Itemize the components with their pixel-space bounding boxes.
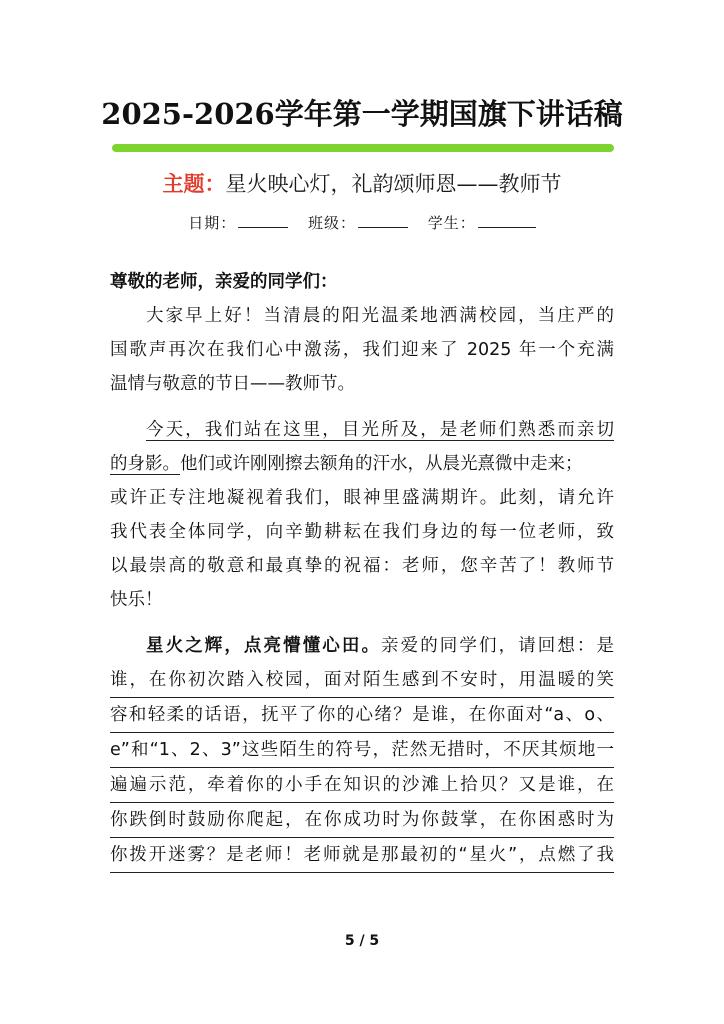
document-title: 2025-2026学年第一学期国旗下讲话稿 <box>101 97 623 131</box>
p1-line: 温情与敬意的节日——教师节。 <box>110 374 355 394</box>
date-blank[interactable] <box>238 215 288 228</box>
p2-line <box>110 447 614 481</box>
student-blank[interactable] <box>478 215 536 228</box>
p3-bold-heading: 星火之辉，点亮懵懂心田。 <box>146 636 382 656</box>
date-label: 日期： <box>188 214 237 232</box>
subject-text: 星火映心灯，礼韵颂师恩——教师节 <box>225 172 562 196</box>
p1-line: 大家早上好！当清晨的阳光温柔地洒满校园，当庄严的 <box>146 306 614 326</box>
p3-underlined-line: 容和轻柔的话语，抚平了你的心绪？是谁，在你面对“a、o、 <box>110 698 614 733</box>
meta-line <box>0 212 724 233</box>
title-underline-bar <box>112 144 614 152</box>
p3-underlined-line: 你跌倒时鼓励你爬起，在你成功时为你鼓掌，在你困惑时为 <box>110 803 614 838</box>
p2-line: 或许正专注地凝视着我们，眼神里盛满期许。此刻，请允许 <box>110 488 614 508</box>
p2-line2-rest: 他们或许刚刚擦去额角的汗水，从晨光熹微中走来； <box>180 454 583 474</box>
subject-line <box>0 168 724 198</box>
p3-underlined-line: 遍遍示范，牵着你的小手在知识的沙滩上拾贝？又是谁，在 <box>110 768 614 803</box>
p2-line: 以最崇高的敬意和最真挚的祝福：老师，您辛苦了！教师节 <box>110 556 614 576</box>
class-label: 班级： <box>307 214 356 232</box>
p3-underlined-line: 谁，在你初次踏入校园，面对陌生感到不安时，用温暖的笑 <box>110 663 614 698</box>
p2-line: 我代表全体同学，向辛勤耕耘在我们身边的每一位老师，致 <box>110 522 614 542</box>
page-number: 5 / 5 <box>344 933 380 949</box>
p3-underlined-line: e”和“1、2、3”这些陌生的符号，茫然无措时，不厌其烦地一 <box>110 733 614 768</box>
greeting: 尊敬的老师，亲爱的同学们： <box>110 272 338 292</box>
p1-line: 国歌声再次在我们心中激荡，我们迎来了 2025 年一个充满 <box>110 340 614 360</box>
p2-line: 快乐！ <box>110 590 163 610</box>
p3-underlined-line: 你拨开迷雾？是老师！老师就是那最初的“星火”，点燃了我 <box>110 838 614 873</box>
p2-line <box>110 413 614 447</box>
student-label: 学生： <box>427 214 476 232</box>
p2-underlined-start: 今天，我们站在这里，目光所及，是老师们熟悉而亲切 <box>146 420 614 440</box>
p3-line1-rest: 亲爱的同学们，请回想：是 <box>381 636 615 656</box>
p3-line <box>110 629 614 663</box>
class-blank[interactable] <box>358 215 408 228</box>
subject-label: 主题： <box>162 172 226 196</box>
speech-body <box>110 265 614 873</box>
p2-underlined-end: 的身影。 <box>110 454 180 474</box>
